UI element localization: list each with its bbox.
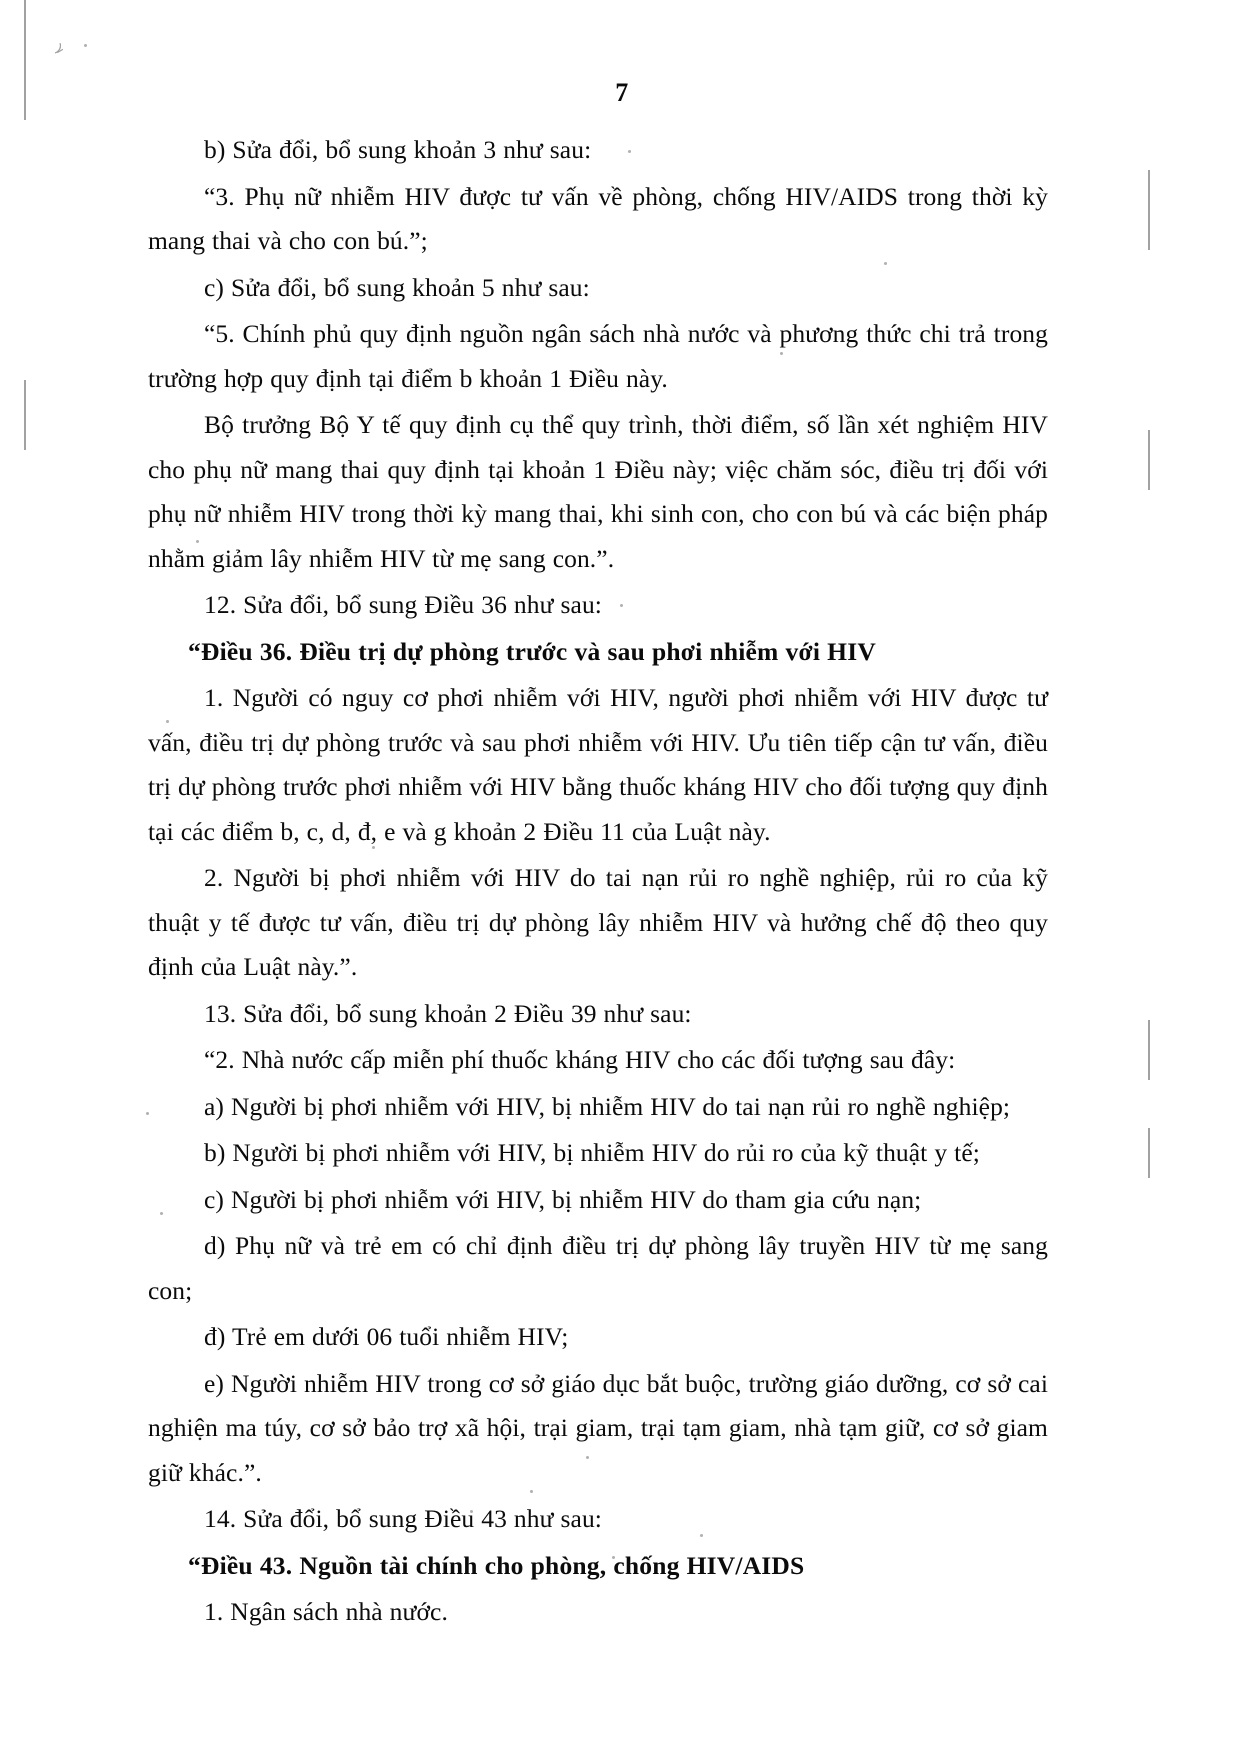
- paragraph-quote-2-dieu-39: “2. Nhà nước cấp miễn phí thuốc kháng HIV cho các đối tượng sau đây:: [204, 1045, 956, 1074]
- right-edge-mark-lower: [1148, 1020, 1150, 1080]
- paragraph-quote-3: “3. Phụ nữ nhiễm HIV được tư vấn về phòng, chống HIV/AIDS trong thời kỳ mang thai và cho con bú.”;: [148, 181, 1048, 255]
- paragraph-item-12: 12. Sửa đổi, bổ sung Điều 36 như sau:: [204, 590, 602, 619]
- list-item-point-d: d) Phụ nữ và trẻ em có chỉ định điều trị dự phòng lây truyền HIV từ mẹ sang con;: [148, 1231, 1048, 1305]
- paragraph-item-13: 13. Sửa đổi, bổ sung khoản 2 Điều 39 như sau:: [204, 998, 692, 1028]
- right-edge-mark-top: [1148, 170, 1150, 250]
- list-item-point-e: e) Người nhiễm HIV trong cơ sở giáo dục bắt buộc, trường giáo dưỡng, cơ sở cai nghiện ma túy, cơ sở bảo trợ xã hội, trại giam, trại tạm giam, nhà tạm giữ, cơ sở giam giữ khác.”.: [148, 1368, 1048, 1487]
- left-edge-mark-mid: [24, 380, 26, 450]
- margin-annotation-mark: ِ◞: [48, 29, 65, 56]
- list-item-point-c: c) Người bị phơi nhiễm với HIV, bị nhiễm HIV do tham gia cứu nạn;: [204, 1184, 922, 1214]
- right-edge-mark-bottom: [1148, 1128, 1150, 1178]
- list-item-point-b: b) Người bị phơi nhiễm với HIV, bị nhiễm HIV do rủi ro của kỹ thuật y tế;: [204, 1138, 980, 1167]
- page-number: 7: [615, 78, 629, 107]
- heading-dieu-43: “Điều 43. Nguồn tài chính cho phòng, chống HIV/AIDS: [188, 1550, 805, 1580]
- heading-dieu-36: “Điều 36. Điều trị dự phòng trước và sau phơi nhiễm với HIV: [188, 636, 876, 666]
- paragraph-dieu-36-khoan-2: 2. Người bị phơi nhiễm với HIV do tai nạn rủi ro nghề nghiệp, rủi ro của kỹ thuật y tế được tư vấn, điều trị dự phòng lây nhiễm HIV và hưởng chế độ theo quy định của Luật này.”.: [148, 863, 1048, 981]
- paragraph-item-b: b) Sửa đổi, bổ sung khoản 3 như sau:: [204, 135, 592, 164]
- speck: [84, 44, 87, 47]
- paragraph-quote-5: “5. Chính phủ quy định nguồn ngân sách nhà nước và phương thức chi trả trong trường hợp quy định tại điểm b khoản 1 Điều này.: [148, 319, 1048, 393]
- paragraph-item-c: c) Sửa đổi, bổ sung khoản 5 như sau:: [204, 272, 590, 302]
- paragraph-dieu-43-khoan-1: 1. Ngân sách nhà nước.: [204, 1597, 448, 1626]
- list-item-point-dd: đ) Trẻ em dưới 06 tuổi nhiễm HIV;: [204, 1322, 569, 1351]
- right-edge-mark-mid: [1148, 430, 1150, 490]
- paragraph-dieu-36-khoan-1: 1. Người có nguy cơ phơi nhiễm với HIV, người phơi nhiễm với HIV được tư vấn, điều trị dự phòng trước và sau phơi nhiễm với HIV. Ưu tiên tiếp cận tư vấn, điều trị dự phòng trước phơi nhiễm với HIV bằng thuốc kháng HIV cho đối tượng quy định tại các điểm b, c, d, đ, e và g khoản 2 Điều 11 của Luật này.: [148, 683, 1048, 846]
- paragraph-bo-truong-bo-y-te: Bộ trưởng Bộ Y tế quy định cụ thể quy trình, thời điểm, số lần xét nghiệm HIV cho phụ nữ mang thai quy định tại khoản 1 Điều này; việc chăm sóc, điều trị đối với phụ nữ nhiễm HIV trong thời kỳ mang thai, khi sinh con, cho con bú và các biện pháp nhằm giảm lây nhiễm HIV từ mẹ sang con.”.: [148, 410, 1048, 573]
- paragraph-item-14: 14. Sửa đổi, bổ sung Điều 43 như sau:: [204, 1504, 602, 1533]
- list-item-point-a: a) Người bị phơi nhiễm với HIV, bị nhiễm HIV do tai nạn rủi ro nghề nghiệp;: [204, 1091, 1011, 1121]
- document-body: [148, 128, 1048, 1637]
